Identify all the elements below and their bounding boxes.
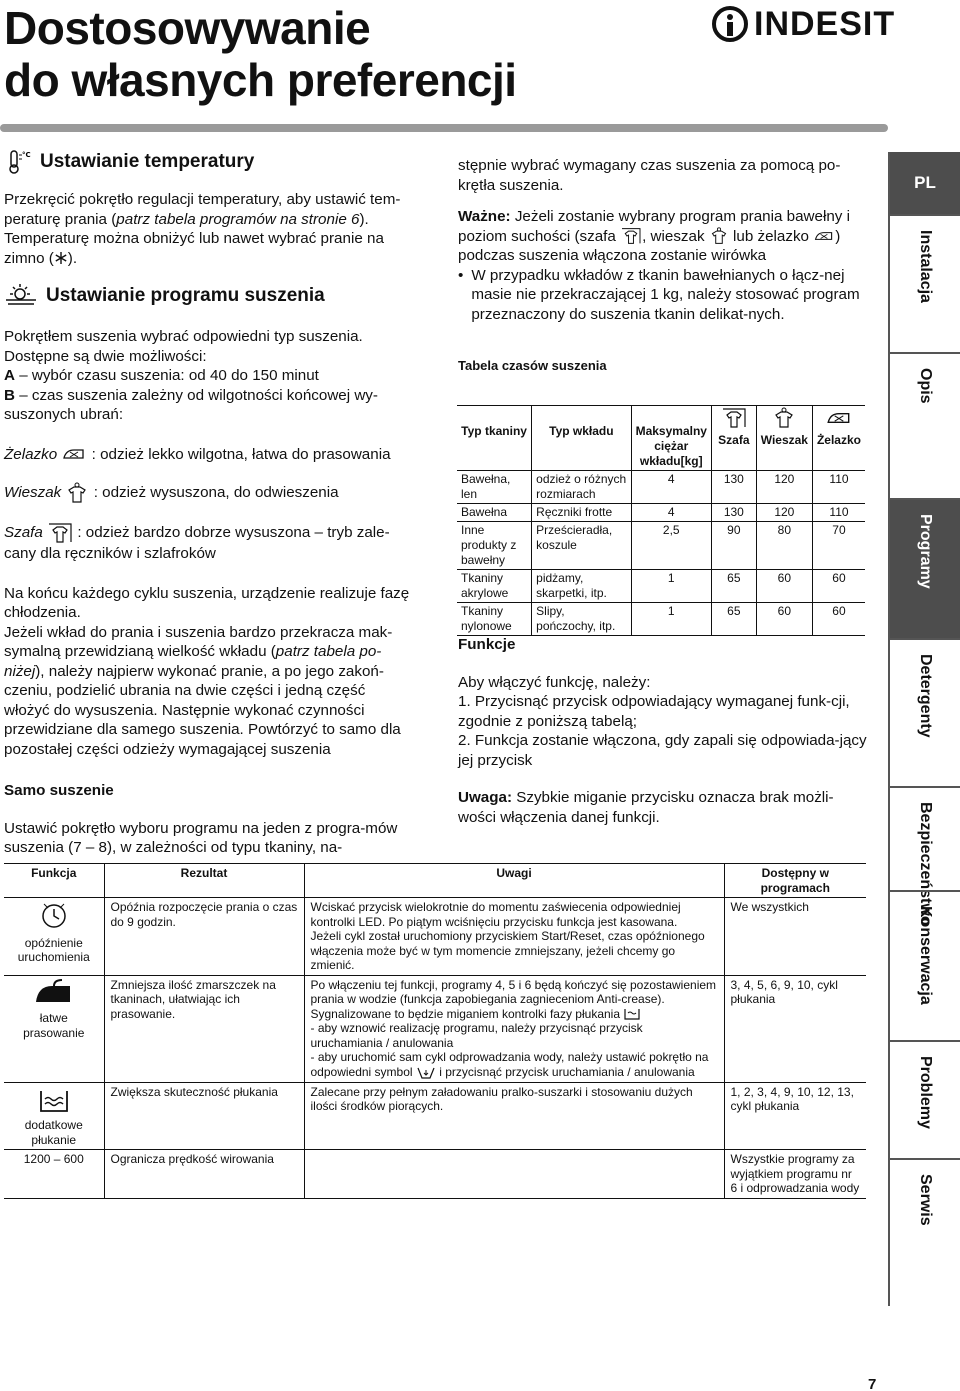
functions-text-2: 1. Przycisnąć przycisk odpowiadający wymaganej funk-cji, zgodnie z poniższą tabelą; [458, 693, 850, 730]
table-cell: 90 [711, 522, 756, 570]
table-cell: pidżamy, skarpetki, itp. [532, 570, 631, 603]
table-row [457, 504, 865, 522]
table-cell: Prześcieradła, koszule [532, 522, 631, 570]
sidebar-item-problemy[interactable]: Problemy [888, 1040, 960, 1158]
drying-text-2: Dostępne są dwie możliwości: [4, 347, 207, 365]
table-cell: Tkaniny akrylowe [457, 570, 532, 603]
table-row [457, 603, 865, 636]
page-title: Dostosowywanie do własnych preferencji [4, 2, 517, 106]
snowflake-icon [54, 251, 68, 265]
sidebar-item-konserwacja[interactable]: Konserwacja [888, 890, 960, 1040]
table-row: łatwe prasowanie Zmniejsza ilość zmarszczek na tkaninach, ułatwiając ich prasowanie. Po włączeniu tej funkcji, programy 4, 5 i 6 będą kończyć się pozostawieniem prania w wodzie (funkcja zapobiegania zagnieceniom Anti-crease). Sygnalizowane to będzie miganiem kontrolki fazy płukania - aby wznowić realizację programu, należy przycisnąć przycisk uruchamiania / anulowania - aby uruchomić sam cykl odprowadzania wody, należy ustawić pokrętło na odpowiedni symbol i przycisnąć przycisk uruchamiania / anulowania 3, 4, 5, 6, 9, 10, cykl płukania [4, 975, 866, 1082]
iron-icon [61, 446, 87, 462]
table-cell: 65 [711, 603, 756, 636]
right-column [458, 156, 868, 376]
functions-text-3: 2. Funkcja zostanie włączona, gdy zapali się odpowiada-jący jej przycisk [458, 732, 867, 769]
sidebar-item-opis[interactable]: Opis [888, 352, 960, 498]
overload-text: Jeżeli wkład do prania i suszenia bardzo przekracza mak-symalną przewidzianą wielkość wkładu (patrz tabela po-niżej), należy najpierw wykonać pranie, a po jego zakoń-czeniu, podzielić ubrania na dwie części i jedną część włożyć do wysuszenia. Następnie wykonać czynności przewidziane dla samego suszenia. Powtórzyć to samo dla pozostałej części odzieży wymagającej suszenia [4, 623, 401, 758]
functions-section [458, 635, 868, 827]
table-cell: 65 [711, 570, 756, 603]
drying-table-body [457, 471, 865, 636]
brand-mark-icon [712, 6, 748, 42]
bullet-item: • W przypadku wkładów z tkanin bawełnianych o łącz-nej masie nie przekraczającej 1 kg, należy stosować program przeznaczony do suszenia tkanin delikat-nych. [458, 266, 860, 323]
table-cell: Inne produkty z bawełny [457, 522, 532, 570]
wardrobe-shirt-icon [721, 407, 747, 429]
language-tab[interactable]: PL [888, 152, 960, 214]
table-cell: 60 [832, 604, 846, 618]
table-cell: Slipy, pończochy, itp. [532, 603, 631, 636]
hanger-shirt-icon [709, 227, 729, 245]
wardrobe-shirt-icon [620, 227, 642, 245]
table-cell: Ręczniki frotte [532, 504, 631, 522]
functions-heading: Funkcje [458, 636, 516, 653]
dry-table-title: Tabela czasów suszenia [458, 358, 607, 373]
table-cell: 60 [756, 603, 812, 636]
important-note: Ważne: Jeżeli zostanie wybrany program prania bawełny i poziom suchości (szafa , wieszak lub żelazko ) podczas suszenia włączona zostanie wirówka [458, 208, 850, 264]
wardrobe-option: Szafa : odzież bardzo dobrze wysuszona – tryb zale-cany dla ręczników i szlafroków [4, 522, 414, 564]
table-cell: Bawełna [457, 504, 532, 522]
table-header-row: Typ tkaniny Typ wkładu Maksymalny ciężar wkładu[kg] Szafa Wieszak Żelazko [457, 406, 865, 471]
iron-icon [813, 229, 835, 243]
table-cell: 130 [711, 471, 756, 504]
section-sidebar [888, 152, 960, 1391]
table-row [457, 570, 865, 603]
drying-only-heading: Samo suszenie [4, 782, 114, 799]
hanger-shirt-icon [772, 407, 796, 429]
table-cell: 60 [832, 571, 846, 585]
iron-option: Żelazko : odzież lekko wilgotna, łatwa do prasowania [4, 445, 391, 463]
table-cell: 4 [631, 471, 711, 504]
table-row [457, 522, 865, 570]
thermometer-icon [4, 148, 32, 176]
drain-symbol-icon [416, 1066, 436, 1080]
table-row: 1200 – 600 Ogranicza prędkość wirowania Wszystkie programy za wyjątkiem programu nr 6 i odprowadzania wody [4, 1150, 866, 1199]
header-divider [0, 124, 888, 132]
table-cell: 1 [631, 570, 711, 603]
table-cell: 4 [631, 504, 711, 522]
hanger-shirt-icon [65, 482, 89, 504]
table-cell: 60 [756, 570, 812, 603]
sidebar-item-instalacja[interactable]: Instalacja [888, 214, 960, 352]
drying-times-table [457, 405, 865, 636]
table-cell: 1 [631, 603, 711, 636]
sidebar-item-bezpieczeństwo[interactable]: Bezpieczeństwo [888, 786, 960, 890]
table-cell: 80 [756, 522, 812, 570]
continued-text: stępnie wybrać wymagany czas suszenia za pomocą po-krętła suszenia. [458, 157, 841, 194]
table-header-row: Funkcja Rezultat Uwagi Dostępny w programach [4, 864, 866, 898]
table-row: opóźnienie uruchomienia Opóźnia rozpoczęcie prania o czas do 9 godzin. Wciskać przycisk wielokrotnie do momentu zaświecenia odpowiedniej kontrolki LED. Po piątym wciśnięciu przycisku funkcja jest kasowana. Jeżeli cykl został uruchomiony przyciskiem Start/Reset, czas opóźnionego włączenia może być w tym momencie zmniejszany, jeżeli chcemy go zmienić. We wszystkich [4, 898, 866, 976]
table-cell: 110 [829, 472, 849, 486]
functions-table [4, 863, 866, 1199]
delay-timer-icon [36, 900, 72, 932]
svg-text:°C: °C [22, 151, 31, 159]
sidebar-item-detergenty[interactable]: Detergenty [888, 638, 960, 786]
warning-note: Uwaga: Szybkie miganie przycisku oznacza brak możli-wości włączenia danej funkcji. [458, 789, 834, 826]
iron-icon [825, 407, 853, 429]
sidebar-item-programy[interactable]: Programy [888, 498, 960, 638]
table-cell: 70 [832, 523, 846, 537]
easy-iron-icon [32, 978, 76, 1008]
extra-rinse-icon [37, 1085, 71, 1115]
page-number: 7 [868, 1376, 877, 1391]
brand-name: INDESIT [754, 5, 896, 43]
table-row [457, 471, 865, 504]
table-row: dodatkowe płukanie Zwiększa skuteczność płukania Zalecane przy pełnym załadowaniu pralko-suszarki i stosowaniu dużych ilości środków piorących. 1, 2, 3, 4, 9, 10, 12, 13, cykl płukania [4, 1082, 866, 1150]
table-cell: 110 [829, 505, 849, 519]
table-cell: 130 [711, 504, 756, 522]
table-cell: Bawełna, len [457, 471, 532, 504]
brand-logo [712, 6, 895, 42]
table-cell: 120 [756, 504, 812, 522]
drying-sun-icon [4, 282, 38, 310]
table-cell: 120 [756, 471, 812, 504]
wardrobe-shirt-icon [47, 522, 73, 544]
drying-heading: Ustawianie programu suszenia [4, 282, 414, 310]
cooling-text: Na końcu każdego cyklu suszenia, urządzenie realizuje fazę chłodzenia. [4, 584, 410, 621]
option-b: B – czas suszenia zależny od wilgotności końcowej wy-suszonych ubrań: [4, 386, 378, 423]
temperature-text: Przekręcić pokrętło regulacji temperatury, aby ustawić tem-peraturę prania (patrz tabela programów na stronie 6). Temperaturę można obniżyć lub nawet wybrać pranie na zimno ( ). [4, 191, 401, 267]
table-cell: Tkaniny nylonowe [457, 603, 532, 636]
left-column [4, 148, 414, 858]
option-a: A – wybór czasu suszenia: od 40 do 150 minut [4, 367, 319, 384]
functions-text-1: Aby włączyć funkcję, należy: [458, 673, 651, 691]
sidebar-item-serwis[interactable]: Serwis [888, 1158, 960, 1306]
drying-text-1: Pokrętłem suszenia wybrać odpowiedni typ suszenia. [4, 328, 363, 345]
bullet-icon: • [458, 266, 464, 284]
hanger-option: Wieszak : odzież wysuszona, do odwieszenia [4, 482, 414, 504]
temperature-heading: °C Ustawianie temperatury [4, 148, 414, 176]
drying-only-text: Ustawić pokrętło wyboru programu na jeden z progra-mów suszenia (7 – 8), w zależności od typu tkaniny, na- [4, 819, 398, 856]
rinse-phase-icon [623, 1007, 641, 1021]
table-cell: 2,5 [631, 522, 711, 570]
table-cell: odzież o różnych rozmiarach [532, 471, 631, 504]
